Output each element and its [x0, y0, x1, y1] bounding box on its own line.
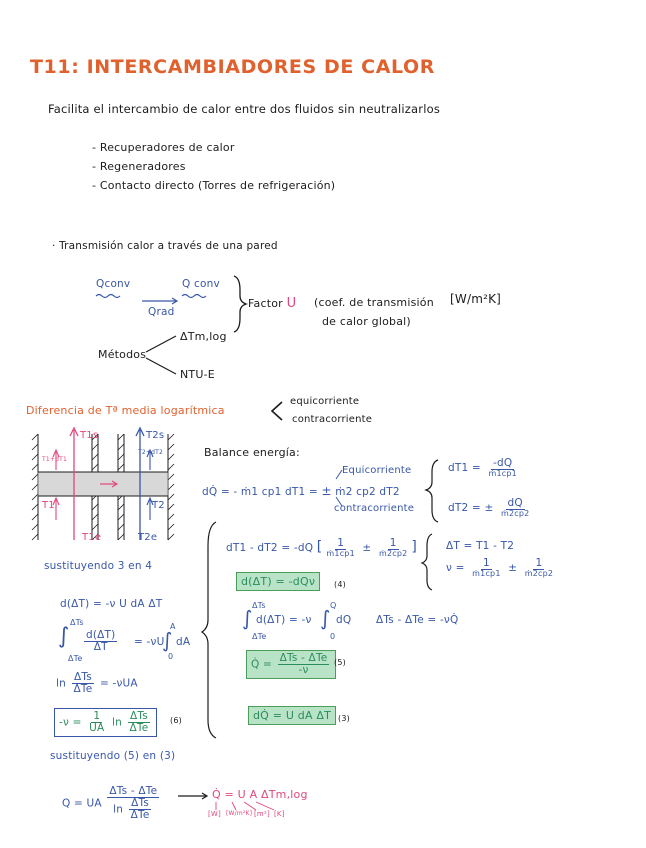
int-body-q: dQ: [336, 614, 352, 626]
int-lower-q: 0: [330, 632, 336, 641]
intro-text: Facilita el intercambio de calor entre dos fluidos sin neutralizarlos: [48, 102, 441, 116]
unit-w: [W]: [208, 810, 221, 818]
diferencia-option-equi: equicorriente: [290, 396, 360, 407]
qconv-left-label: Qconv: [96, 278, 131, 290]
qrad-label: Qrad: [148, 306, 175, 318]
left-int-fraction: $\frac{d(\Delta T)}{\Delta T}$: [86, 629, 116, 654]
def-nu: ν = $\frac{1}{\text{ṁ1cp1}}$ ± $\frac{1}{\text{ṁ2cp2}}$: [446, 557, 554, 579]
unit-w-m2k: [W/m²K]: [226, 810, 253, 817]
transmision-heading: · Transmisión calor a través de una pared: [52, 240, 278, 252]
left-int-upper-a: A: [170, 622, 176, 631]
type-item-regeneradores: - Regeneradores: [92, 160, 186, 173]
factor-units: [W/m²K]: [450, 292, 502, 306]
def-delta-t: ΔT = T1 - T2: [446, 540, 515, 552]
type-item-contacto: - Contacto directo (Torres de refrigeración): [92, 179, 336, 192]
metodo-ntu: NTU-E: [180, 368, 215, 381]
boxed-eq-4: d(ΔT) = -dQν: [236, 572, 320, 591]
integral-sign-dt: ∫: [242, 606, 253, 630]
int-body-dt: d(ΔT) = -ν: [256, 614, 312, 626]
diagram-t2-mid: T2+dT2: [138, 449, 164, 456]
diagram-t1-mid: T1+dT1: [42, 456, 68, 463]
factor-desc-1: (coef. de transmisión: [314, 296, 434, 309]
left-integral-sign-a: ∫: [162, 628, 173, 652]
derivation-eq-a: dT1 - dT2 = -dQ [ $\frac{1}{\text{ṁ1cp1}}$ ± $\frac{1}{\text{ṁ2cp2}}$ ]: [226, 537, 418, 559]
int-upper-dt: ΔTs: [252, 601, 266, 610]
dt1-expression: dT1 = $\frac{-dQ}{\text{ṁ1cp1}}$: [448, 457, 517, 479]
left-eq-1: d(ΔT) = -ν U dA ΔT: [60, 598, 163, 610]
left-int-lower-a: 0: [168, 652, 174, 661]
diferencia-option-contra: contracorriente: [292, 414, 373, 425]
left-int-mid: = -νU: [134, 636, 165, 648]
tag-6: (6): [170, 716, 182, 725]
balance-main-eq: dQ̇ = - ṁ1 cp1 dT1 = ± ṁ2 cp2 dT2: [202, 484, 400, 498]
unit-k: [K]: [274, 810, 285, 818]
diagram-t2: T2: [152, 500, 165, 511]
ln-equation: ln $\frac{\text{ΔTs}}{\text{ΔTe}}$ = -νUA: [56, 671, 138, 696]
balance-equi-label: Equicorriente: [342, 465, 412, 476]
diagram-t2s: T2s: [146, 430, 165, 441]
balance-contra-label: contracorriente: [334, 503, 415, 514]
diagram-t1s: T1s: [80, 430, 99, 441]
sustituyendo-1: sustituyendo 3 en 4: [44, 560, 153, 572]
integral-sign-q: ∫: [320, 606, 331, 630]
boxed-eq-5: Q̇ = $\frac{\text{ΔTs - ΔTe}}{-\nu}$: [246, 650, 336, 679]
sustituyendo-2: sustituyendo (5) en (3): [50, 750, 176, 762]
left-int-upper: ΔTs: [70, 618, 84, 627]
boxed-eq-3: dQ̇ = U dA ΔT: [248, 706, 336, 725]
tag-4: (4): [334, 580, 346, 589]
final-result: Q̇ = U A ΔTm,log: [212, 788, 308, 801]
int-lower-dt: ΔTe: [252, 632, 267, 641]
final-equation: Q = UA ΔTs - ΔTe ln $\frac{\text{ΔTs}}{\text{ΔTe}}$: [62, 785, 158, 822]
balance-heading: Balance energía:: [204, 446, 300, 459]
factor-desc-2: de calor global): [322, 315, 411, 328]
left-int-lower: ΔTe: [68, 654, 83, 663]
page-title: T11: INTERCAMBIADORES DE CALOR: [30, 56, 436, 78]
int-upper-q: Q: [330, 601, 337, 610]
qconv-right-label: Q conv: [182, 278, 220, 290]
type-item-recuperadores: - Recuperadores de calor: [92, 141, 235, 154]
factor-label: Factor U: [248, 296, 297, 311]
boxed-eq-6: -ν = $\frac{1}{UA}$ ln $\frac{\text{ΔTs}}{\text{ΔTe}}$: [54, 708, 157, 737]
dt2-expression: dT2 = ± $\frac{dQ}{\text{ṁ2cp2}}$: [448, 497, 530, 519]
tag-3: (3): [338, 714, 350, 723]
delta-difference: ΔTs - ΔTe = -νQ̇: [376, 614, 459, 626]
left-integral-sign: ∫: [58, 624, 70, 649]
diagram-t1: T1: [42, 500, 55, 511]
left-int-end: dA: [176, 636, 191, 648]
diagram-t1e: T1e: [82, 532, 102, 543]
metodo-lmtd: ΔTm,log: [180, 330, 227, 343]
metodos-label: Métodos: [98, 348, 147, 361]
tag-5: (5): [334, 658, 346, 667]
factor-symbol: U: [286, 296, 297, 311]
diferencia-heading: Diferencia de Tª media logarítmica: [26, 404, 225, 417]
diagram-t2e: T2e: [138, 532, 158, 543]
unit-m2: [m²]: [254, 810, 270, 818]
